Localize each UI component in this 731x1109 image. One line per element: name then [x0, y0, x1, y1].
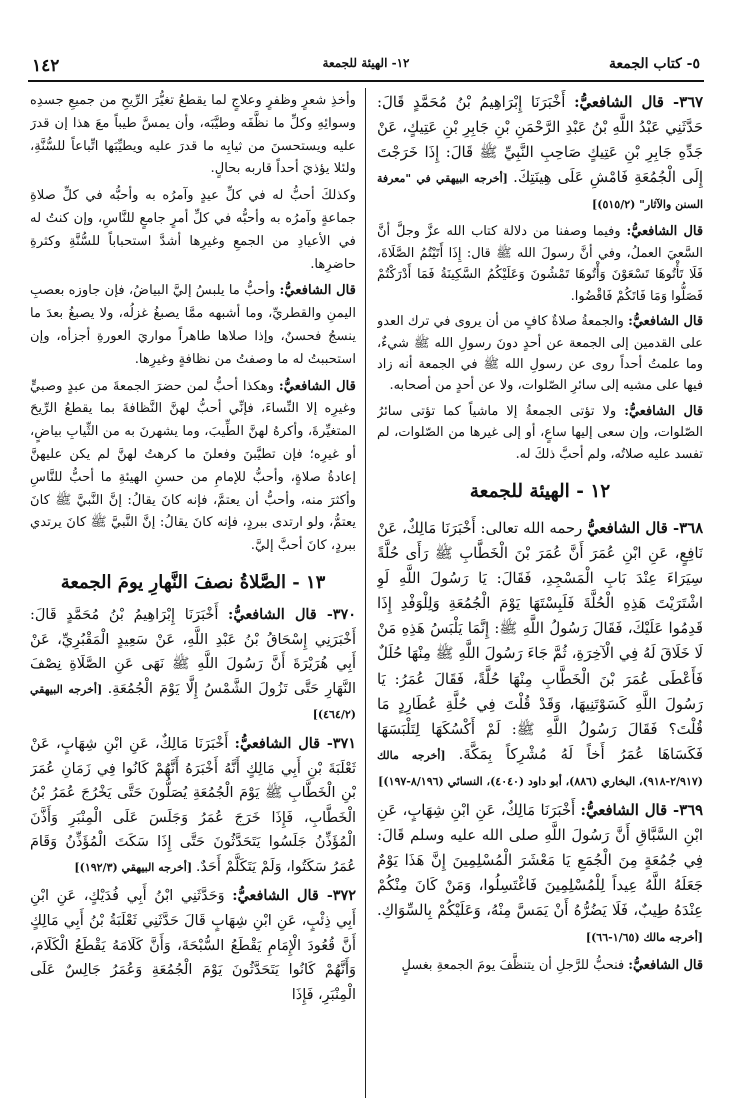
body-paragraph [30, 90, 356, 181]
para-lead: ٣٦٧- قال الشافعيُّ: [574, 94, 703, 111]
left-column [30, 90, 356, 1102]
para-text: وأخذِ شعرٍ وظفرٍ وعلاجٍ لما يقطعُ تغيُّرَ الرِّيحِ من جميعِ جسدِه وسوائِهِ وكلِّ ما نظَّفَه وطيَّبَه، وأن يمسَّ طيباً معَ هذا إن قدرَ عليه ويستحسنَ من ثيابِه ما قدرَ عليه ويطيِّبَها اتِّباعاً للسُّنَّةِ، ولئلا يؤذيَ أحداً قاربه بحالٍ. [30, 93, 356, 177]
column-divider [365, 88, 366, 1098]
para-lead: قال الشافعيُّ: [628, 314, 703, 330]
para-text: وهكذا أحبُّ لمن حضرَ الجمعةَ من عبدٍ وصبيٍّ وغيرِه إلا النِّساءَ، فإنِّي أحبُّ لهنَّ النَّظافةَ بما يقطعُ الرِّيحَ المتغيِّرةَ، وأكرهُ لهنَّ الطِّيبَ، وما يشهرنَ به من الثِّيابِ بياضٍ، أو غيرِه؛ فإن تطيَّبنَ وفعلنَ ما كرهتُ لهنَّ لم يكن عليهنَّ إعادةُ صلاةٍ، وأحبُّ للإمامِ من حسنِ الهيئةِ ما أحبُّ للنَّاسِ وأكثرَ منه، وأحبُّ أن يعتمَّ، فإنه كانَ يقالُ: إنَّ النَّبيَّ ﷺ كانَ يعتمُّ، ولو ارتدى ببردٍ، فإنه كانَ يقالُ: إنَّ النَّبيَّ ﷺ كانَ يرتدي ببردٍ، كانَ أحبَّ إليَّ. [30, 378, 356, 554]
para-lead: قال الشافعيُّ: [278, 378, 356, 394]
para-text: وَحَدَّثَنِي ابْنُ أَبِي فُدَيْكٍ، عَنِ ابْنِ أَبِي ذِئْبٍ، عَنِ ابْنِ شِهَابٍ قَالَ حَدَّثَنِي ثَعْلَبَةُ بْنُ أَبِي مَالِكٍ أَنَّ قُعُودَ الْإِمَامِ يَقْطَعُ السُّبْحَةَ، وَأَنَّ كَلَامَهُ يَقْطَعُ الْكَلَامَ، وَأَنَّهُمْ كَانُوا يَتَحَدَّثُونَ يَوْمَ الْجُمُعَةِ وَعُمَرُ جَالِسٌ عَلَى الْمِنْبَرِ، فَإِذَا [30, 888, 356, 1003]
hadith-371 [30, 732, 356, 881]
para-text: وأحبُّ ما يلبسُ إليَّ البياضُ، فإن جاوزه بعصبِ اليمنِ والقطريِّ، وما أشبهه ممَّا يصبغُ غزلُه، ولا يصبغُ بعدَ ما ينسجُ فحسنٌ، وإذا صلاها طاهراً مواريَ العورةِ أجزأه، وإن استحببتُ له ما وصفتُ من نظافةٍ وغيرِها. [30, 283, 356, 367]
para-text: أَخْبَرَنَا إِبْرَاهِيمُ بْنُ مُحَمَّدٍ قَالَ: أَخْبَرَنِي إِسْحَاقُ بْنُ عَبْدِ اللَّهِ، عَنْ سَعِيدٍ الْمَقْبُرِيِّ، عَنْ أَبِي هُرَيْرَةَ أَنَّ رَسُولَ اللَّهِ ﷺ نَهَى عَنِ الصَّلَاةِ نِصْفَ النَّهَارِ حَتَّى تَزُولَ الشَّمْسُ إِلَّا يَوْمَ الْجُمُعَةِ. [30, 606, 356, 697]
book-chapter-title: ٥- كتاب الجمعة [609, 56, 700, 72]
hadith-370 [30, 603, 356, 728]
para-text: أَخْبَرَنَا مَالِكٌ، عَنِ ابْنِ شِهَابٍ، عَنْ ثَعْلَبَةَ بْنِ أَبِي مَالِكٍ أَنَّهُ أَخْبَرَهُ أَنَّهُمْ كَانُوا فِي زَمَانِ عُمَرَ بْنِ الْخَطَّابِ ﷺ يَوْمَ الْجُمُعَةِ يُصَلُّونَ حَتَّى يَخْرُجَ عُمَرُ بْنُ الْخَطَّابِ، فَإِذَا خَرَجَ عُمَرُ وَجَلَسَ عَلَى الْمِنْبَرِ وَأَذَّنَ الْمُؤَذِّنُ جَلَسُوا يَتَحَدَّثُونَ حَتَّى إِذَا سَكَتَ الْمُؤَذِّنُ وَقَامَ عُمَرُ سَكَتُوا، وَلَمْ يَتَكَلَّمْ أَحَدٌ. [30, 735, 356, 875]
para-lead: ٣٧١- قال الشافعيُّ: [234, 734, 356, 752]
shafii-comment [30, 280, 356, 371]
para-text: أَخْبَرَنَا إِبْرَاهِيمُ بْنُ مُحَمَّدٍ قَالَ: حَدَّثَنِي عَبْدُ اللَّهِ بْنُ عَبْدِ الرَّحْمَنِ بْنِ جَابِرِ بْنِ عَتِيكٍ، عَنْ جَدِّهِ جَابِرِ بْنِ عَتِيكٍ صَاحِبِ النَّبِيِّ ﷺ قَالَ: إِذَا خَرَجْتَ إِلَى الْجُمُعَةِ فَامْشِ عَلَى هِينَتِكَ. [377, 94, 703, 187]
para-source: [أخرجه مالك (٢/٩١٧-٩١٨)، البخاري (٨٨٦)، أبو داود (٤٠٤٠)، النسائي (٨/١٩٦-١٩٧)] [377, 748, 703, 788]
para-lead: قال الشافعيُّ: [279, 283, 356, 299]
para-text: فنحبُّ للرَّجلِ أن يتنظَّفَ يومَ الجمعةِ بغسلٍ [401, 957, 629, 973]
hadith-368 [377, 516, 703, 794]
para-text: وفيما وصفنا من دلالة كتاب الله عزَّ وجلَّ أنَّ السَّعيَ العملُ، وفي أنَّ رسولَ الله ﷺ قال: إِذَا أَتَيْتُمُ الصَّلَاةَ، فَلَا تَأْتُوهَا تَسْعَوْنَ وَأْتُوهَا تَمْشُونَ وَعَلَيْكُمُ السَّكِينَةُ فَمَا أَدْرَكْتُمْ فَصَلُّوا وَمَا فَاتَكُمْ فَاقْضُوا. [377, 224, 703, 304]
para-lead: ٣٧٢- قال الشافعيُّ: [232, 887, 356, 905]
para-text: أَخْبَرَنَا مَالِكٌ، عَنِ ابْنِ شِهَابٍ، عَنِ ابْنِ السَّبَّاقِ أَنَّ رَسُولَ اللَّهِ صلى الله عليه وسلم قَالَ: فِي جُمُعَةٍ مِنَ الْجُمَعِ يَا مَعْشَرَ الْمُسْلِمِينَ إِنَّ هَذَا يَوْمٌ جَعَلَهُ اللَّهُ عِيداً لِلْمُسْلِمِينَ فَاغْتَسِلُوا، وَمَنْ كَانَ مِنْكُمْ عِنْدَهُ طِيبٌ، فَلَا يَضُرُّهُ أَنْ يَمَسَّ مِنْهُ، وَعَلَيْكُمْ بِالسِّوَاكِ. [377, 801, 703, 920]
hadith-369 [377, 798, 703, 951]
section-running-title: ١٢- الهيئة للجمعة [322, 56, 410, 70]
hadith-367 [377, 90, 703, 217]
para-lead: ٣٦٩- قال الشافعيُّ: [580, 801, 703, 819]
body-paragraph [30, 185, 356, 276]
para-lead: قال الشافعيُّ: [628, 957, 703, 973]
shafii-comment [377, 955, 703, 976]
para-lead: قال الشافعيُّ: [626, 224, 703, 240]
shafii-comment [377, 401, 703, 465]
para-text: ولا تؤتى الجمعةُ إلا ماشياً كما تؤتى سائرُ الصّلوات، وإن سعى إليها ساعٍ، أو إلى غيرها من الصّلوات، لم تفسد عليه صلاتُه، ولم أحبَّ ذلكَ له. [377, 403, 703, 462]
shafii-comment [377, 221, 703, 307]
para-lead: ٣٦٨- قال الشافعيُّ [587, 519, 703, 537]
para-source: [أخرجه مالك (١/٦٥-٦٦)] [585, 931, 703, 945]
para-lead: ٣٧٠- قال الشافعيُّ: [228, 605, 356, 623]
para-source: [أخرجه البيهقي في "معرفة السنن والآثار" (٥١٥/٢)] [377, 172, 703, 212]
hadith-372 [30, 884, 356, 1007]
page-header [28, 56, 704, 78]
para-text: وكذلكَ أحبُّ له في كلِّ عيدٍ وآمرُه به وأحبُّه في كلِّ صلاةِ جماعةٍ وآمرُه به وأحبُّه في كلِّ أمرٍ جامعٍ للنَّاسِ، وإن كنتُ له في الأعيادِ من الجمعِ وغيرِها أشدَّ استحباباً للسُّنَّةِ وكثرةِ حاضرِها. [30, 188, 356, 272]
para-text: رحمه الله تعالى: أَخْبَرَنَا مَالِكٌ، عَنْ نَافِعٍ، عَنِ ابْنِ عُمَرَ أَنَّ عُمَرَ بْنَ الْخَطَّابِ ﷺ رَأَى حُلَّةً سِيَرَاءَ عِنْدَ بَابِ الْمَسْجِدِ، فَقَالَ: يَا رَسُولَ اللَّهِ لَوِ اشْتَرَيْتَ هَذِهِ الْحُلَّةَ فَلَبِسْتَهَا يَوْمَ الْجُمُعَةِ وَلِلْوَفْدِ إِذَا قَدِمُوا عَلَيْكَ، فَقَالَ رَسُولُ اللَّهِ ﷺ: إِنَّمَا يَلْبَسُ هَذِهِ مَنْ لَا خَلَاقَ لَهُ فِي الْآخِرَةِ، ثُمَّ جَاءَ رَسُولَ اللَّهِ ﷺ مِنْهَا حُلَلٌ فَأَعْطَى عُمَرَ بْنَ الْخَطَّابِ مِنْهَا حُلَّةً، فَقَالَ عُمَرُ: يَا رَسُولَ اللَّهِ كَسَوْتَنِيهَا، وَقَدْ قُلْتَ فِي حُلَّةِ عُطَارِدٍ مَا قُلْتَ؟ فَقَالَ رَسُولُ اللَّهِ ﷺ: لَمْ أَكْسُكَهَا لِتَلْبَسَهَا فَكَسَاهَا عُمَرُ أَخاً لَهُ مُشْرِكاً بِمَكَّةَ. [377, 519, 703, 763]
para-lead: قال الشافعيُّ: [624, 403, 703, 419]
para-source: [أخرجه البيهقي (٤٦٤/٢)] [30, 682, 356, 722]
shafii-comment [377, 311, 703, 397]
para-text: والجمعةُ صلاةٌ كافٍ من أن يروى في ترك العدو على القدمين إلى الجمعة عن أحدٍ دونَ رسولِ الله ﷺ شيءٌ، وما علمتُ أحداً روى عن رسولِ الله ﷺ في الجمعة أنه زاد فيها على مشيه إلى سائرِ الصّلوات، ولا عن أحدٍ من أصحابه. [377, 314, 703, 394]
shafii-comment [30, 376, 356, 558]
page-number: ١٤٢ [32, 56, 60, 76]
right-column [377, 90, 703, 1102]
para-source: [أخرجه البيهقي (١٩٢/٣)] [74, 860, 196, 874]
section-heading: ١٣ - الصَّلاةُ نصفَ النَّهارِ يومَ الجمعة [60, 571, 326, 593]
section-heading: ١٢ - الهيئة للجمعة [469, 480, 611, 502]
header-rule [28, 80, 704, 82]
